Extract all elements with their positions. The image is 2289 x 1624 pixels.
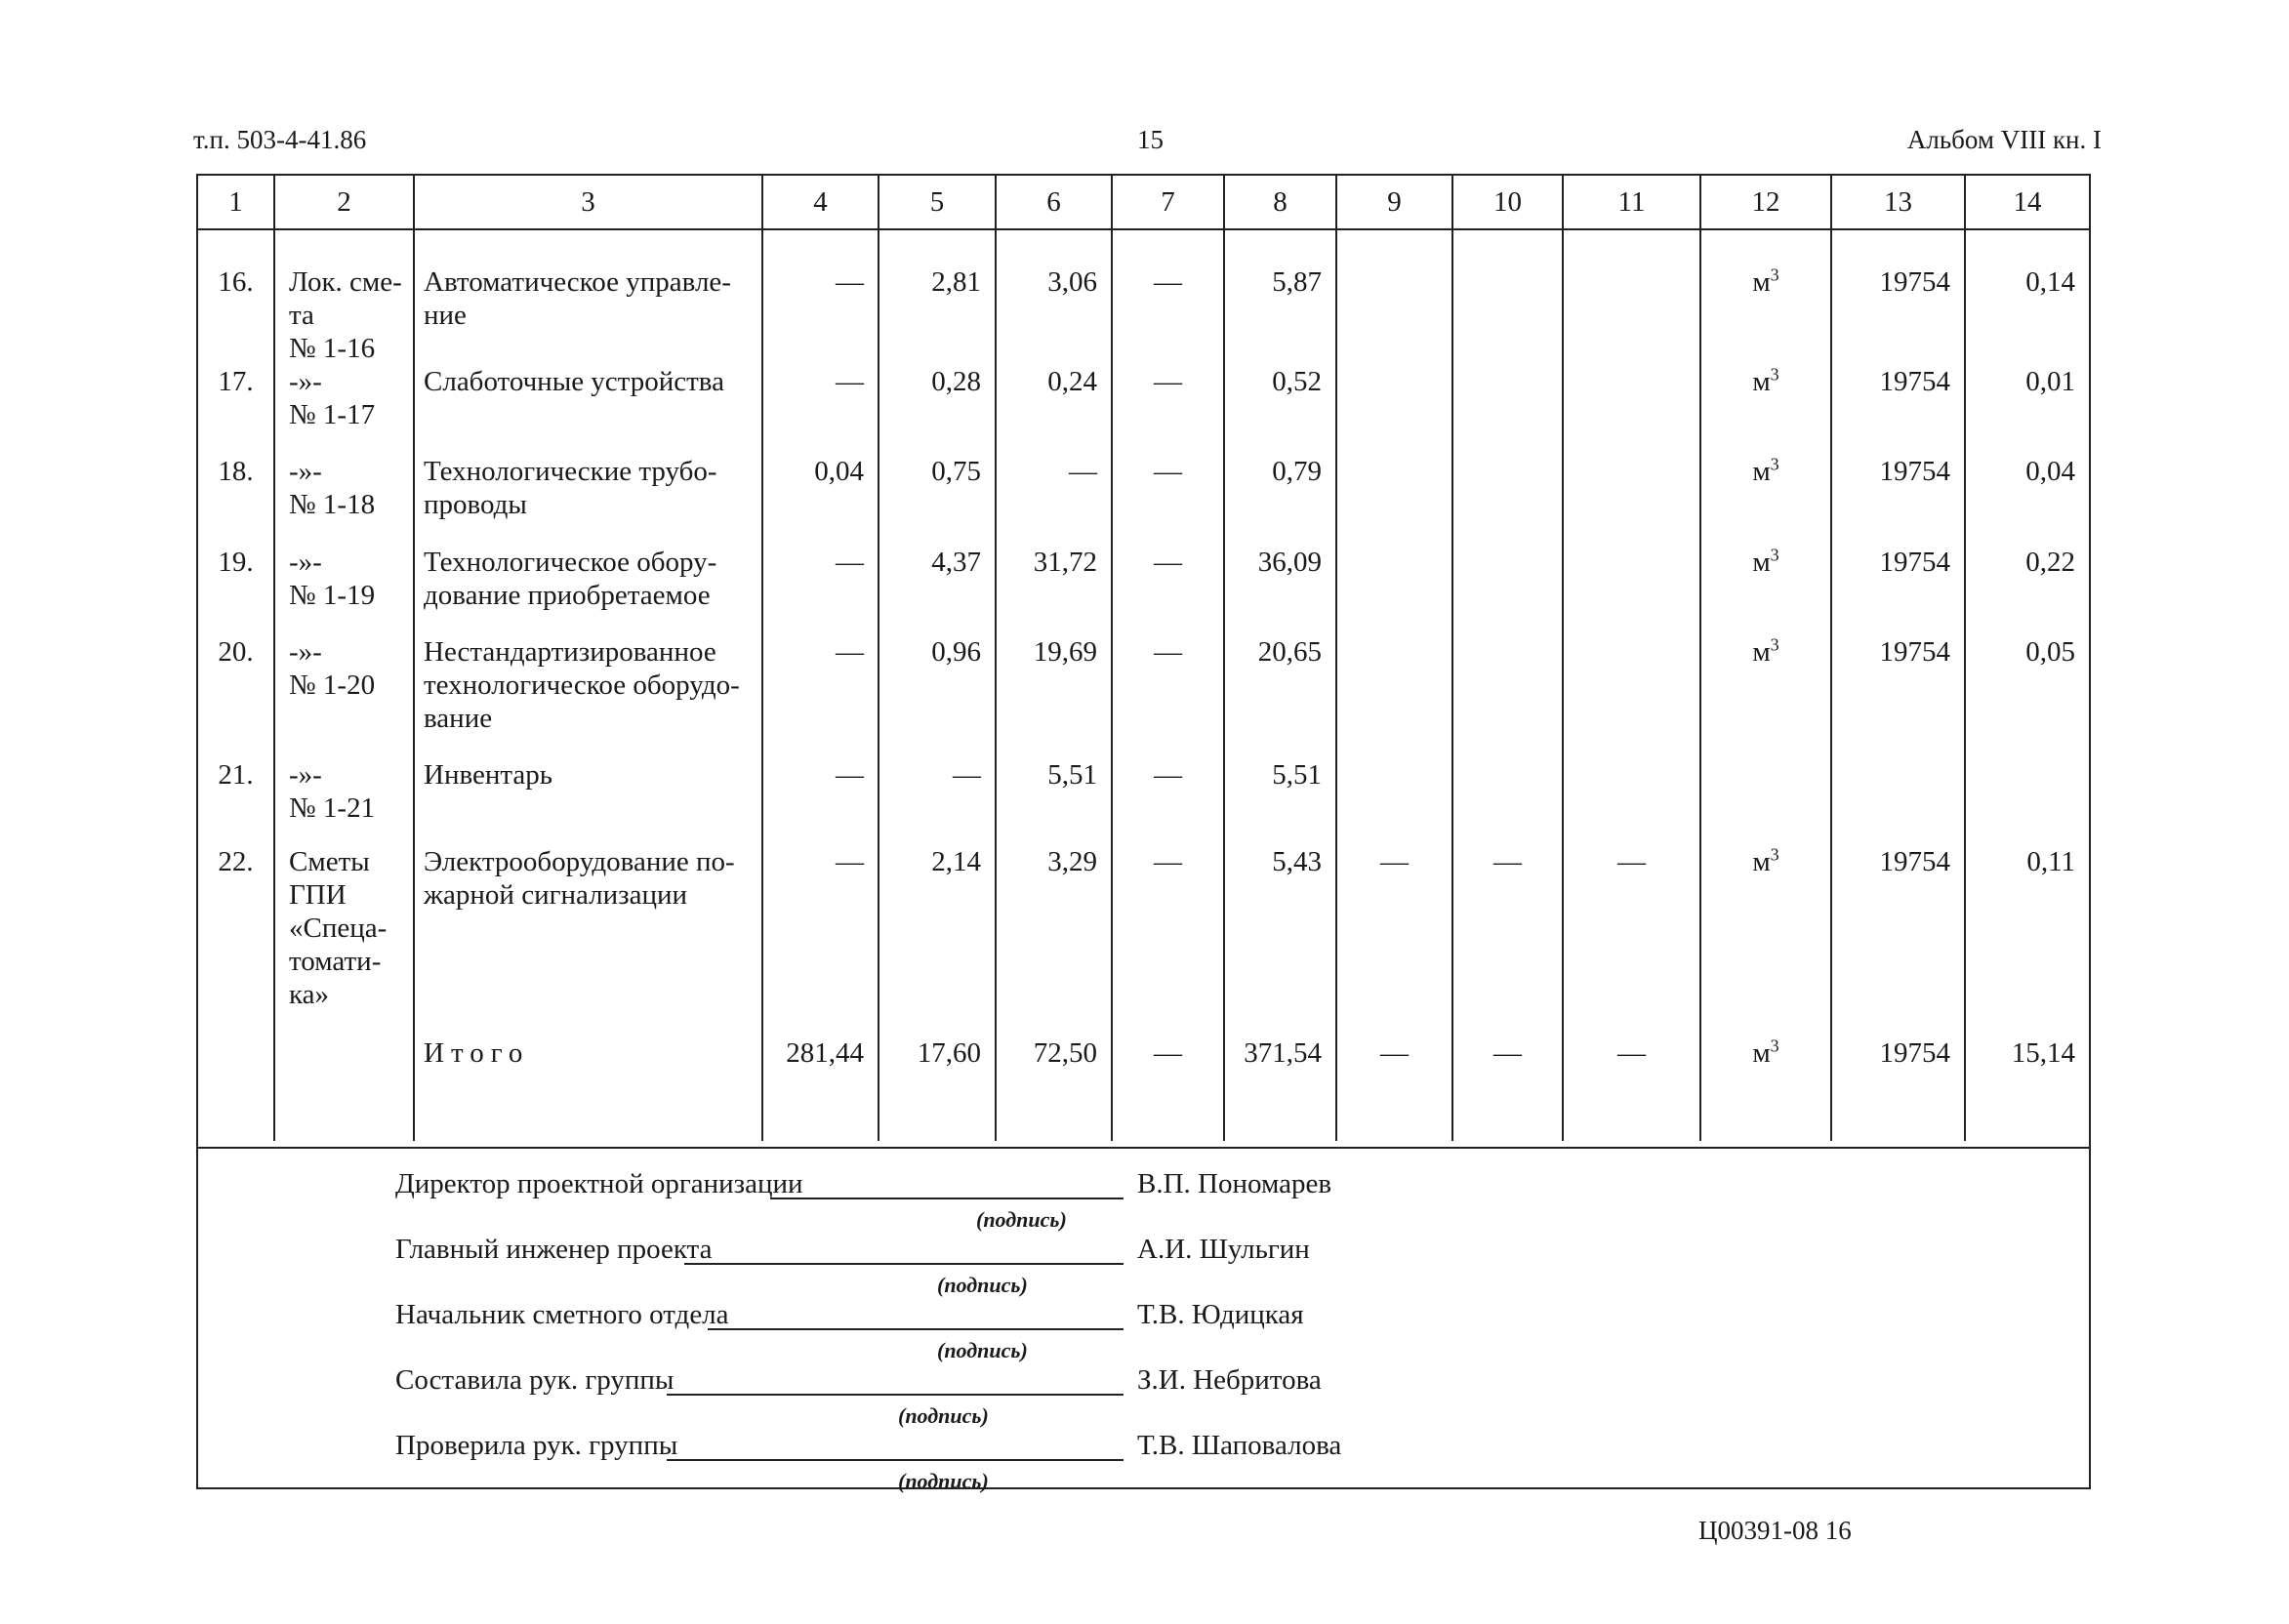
value-cell [1336,365,1452,455]
unit-exponent: 3 [1770,545,1779,565]
work-name-cell: Технологическое обору- дование приобретаемое [414,546,762,635]
value-cell: — [762,229,879,365]
value-cell [1563,635,1700,758]
value-cell [1452,635,1563,758]
unit-cell [1700,365,1831,455]
value-cell: — [879,758,996,845]
table-row [198,365,2089,455]
signer-name: А.И. Шульгин [1137,1234,1310,1265]
column-header: 2 [274,176,414,229]
row-number-cell: 21. [198,758,274,845]
row-number-cell: 22. [198,845,274,1036]
archive-code: Ц00391-08 16 [1698,1516,1852,1545]
value-cell: 371,54 [1224,1036,1336,1141]
value-cell: — [1563,1036,1700,1141]
row-number-cell [198,1036,274,1141]
unit-cell [1700,758,1831,845]
signature-caption: (подпись) [937,1338,1028,1362]
work-name-cell: Итого [414,1036,762,1141]
estimate-ref-cell: -»- № 1-17 [274,365,414,455]
value-cell: 0,28 [879,365,996,455]
signature-line [667,1430,1124,1461]
value-cell: 0,75 [879,455,996,546]
value-cell: 0,04 [762,455,879,546]
work-name-cell: Технологические трубо- проводы [414,455,762,546]
work-name-cell: Электрооборудование по- жарной сигнализации [414,845,762,1036]
unit-text: м [1752,366,1771,397]
value-cell: — [1336,1036,1452,1141]
column-header: 7 [1112,176,1224,229]
value-cell: 2,81 [879,229,996,365]
column-header: 10 [1452,176,1563,229]
value-cell: — [1112,546,1224,635]
value-cell: 0,05 [2025,636,2075,668]
unit-cell [1700,229,1831,365]
value-cell: 0,24 [996,365,1112,455]
value-cell: — [762,758,879,845]
signer-name: В.П. Пономарев [1137,1168,1332,1199]
work-name-cell: Автоматическое управле- ние [414,229,762,365]
unit-cell [1700,455,1831,546]
unit-text: м [1752,456,1771,487]
value-cell: 5,51 [996,758,1112,845]
column-header: 11 [1563,176,1700,229]
value-cell: 2,14 [879,845,996,1036]
value-cell: 0,79 [1224,455,1336,546]
value-cell: — [1452,1036,1563,1141]
unit-text: м [1752,266,1771,298]
unit-cell [1700,1036,1831,1141]
unit-exponent: 3 [1770,454,1779,474]
value-cell: 19754 [1831,455,1965,546]
album-label: Альбом VIII кн. I [1906,125,2102,154]
column-header: 4 [762,176,879,229]
value-cell: 0,96 [879,635,996,758]
signer-name: Т.В. Юдицкая [1137,1299,1304,1330]
signature-block [198,1147,2089,1493]
signature-line [770,1168,1124,1199]
column-header: 9 [1336,176,1452,229]
unit-cell [1700,635,1831,758]
unit-exponent: 3 [1770,364,1779,385]
column-header: 3 [414,176,762,229]
estimate-ref-cell: Сметы ГПИ «Спеца- томати- ка» [274,845,414,1036]
row-number-cell: 20. [198,635,274,758]
value-cell [1563,229,1700,365]
value-cell: 72,50 [996,1036,1112,1141]
document-code: т.п. 503-4-41.86 [193,125,367,154]
unit-text: м [1752,547,1771,578]
value-cell [1563,546,1700,635]
signer-role: Главный инженер проекта [395,1234,713,1265]
table-row [198,1036,2089,1141]
unit-exponent: 3 [1770,634,1779,655]
row-number-cell: 16. [198,229,274,365]
value-cell: 19,69 [996,635,1112,758]
signer-role: Проверила рук. группы [395,1430,678,1461]
table-row [198,546,2089,635]
table-row [198,758,2089,845]
value-cell [1336,455,1452,546]
value-cell [1336,546,1452,635]
value-cell: 20,65 [1224,635,1336,758]
column-header: 14 [1965,176,2089,229]
signature-caption: (подпись) [898,1469,989,1493]
value-cell: 0,11 [2026,846,2075,877]
value-cell [1336,758,1452,845]
value-cell [1452,229,1563,365]
value-cell: — [996,455,1112,546]
value-cell: 3,06 [996,229,1112,365]
value-cell: 17,60 [879,1036,996,1141]
signer-role: Директор проектной организации [395,1168,803,1199]
value-cell [1452,365,1563,455]
value-cell: — [1112,455,1224,546]
value-cell: 3,29 [996,845,1112,1036]
signature-caption: (подпись) [898,1403,989,1428]
signature-line [684,1234,1124,1265]
column-header: 5 [879,176,996,229]
value-cell: — [1112,229,1224,365]
estimate-ref-cell [274,1036,414,1141]
estimate-sheet [196,174,2091,1493]
row-number-cell: 17. [198,365,274,455]
unit-exponent: 3 [1770,264,1779,285]
value-cell [1563,758,1700,845]
signature-line [708,1299,1124,1330]
table-row [198,229,2089,365]
value-cell: 19754 [1831,635,1965,758]
signature-caption: (подпись) [937,1273,1028,1297]
value-cell [1563,455,1700,546]
unit-text: м [1752,846,1771,877]
unit-exponent: 3 [1770,844,1779,865]
unit-text: м [1752,1037,1771,1069]
unit-exponent: 3 [1770,1035,1779,1056]
value-cell [1336,229,1452,365]
unit-cell [1700,546,1831,635]
signature-caption: (подпись) [976,1207,1067,1232]
value-cell: — [1112,365,1224,455]
value-cell: 36,09 [1224,546,1336,635]
value-cell: — [1112,1036,1224,1141]
value-cell: — [1112,758,1224,845]
row-number-cell: 18. [198,455,274,546]
estimate-ref-cell: -»- № 1-21 [274,758,414,845]
value-cell: 4,37 [879,546,996,635]
value-cell [1965,758,2089,845]
table-row [198,455,2089,546]
value-cell: 19754 [1831,229,1965,365]
value-cell: 281,44 [762,1036,879,1141]
value-cell: 0,22 [2025,547,2075,578]
signer-role: Составила рук. группы [395,1364,674,1396]
value-cell: 0,14 [2025,266,2075,298]
page-number: 15 [1137,125,1164,154]
column-header: 12 [1700,176,1831,229]
estimate-table [198,176,2089,1141]
value-cell: — [1112,635,1224,758]
estimate-ref-cell: -»- № 1-20 [274,635,414,758]
value-cell: — [1112,845,1224,1036]
value-cell [1831,758,1965,845]
signer-name: Т.В. Шаповалова [1137,1430,1342,1461]
value-cell: — [1336,845,1452,1036]
column-number-row [198,176,2089,229]
value-cell [1563,365,1700,455]
value-cell: — [762,546,879,635]
estimate-ref-cell: -»- № 1-18 [274,455,414,546]
value-cell: 15,14 [2011,1037,2075,1069]
signer-role: Начальник сметного отдела [395,1299,729,1330]
value-cell: — [762,845,879,1036]
value-cell: 5,43 [1224,845,1336,1036]
value-cell: 0,52 [1224,365,1336,455]
table-row [198,635,2089,758]
work-name-cell: Инвентарь [414,758,762,845]
value-cell: 19754 [1831,546,1965,635]
value-cell [1452,546,1563,635]
value-cell: — [1452,845,1563,1036]
column-header: 8 [1224,176,1336,229]
value-cell: — [762,635,879,758]
value-cell: 5,87 [1224,229,1336,365]
value-cell [1452,455,1563,546]
column-header: 6 [996,176,1112,229]
unit-cell [1700,845,1831,1036]
value-cell: 19754 [1831,845,1965,1036]
work-name-cell: Слаботочные устройства [414,365,762,455]
work-name-cell: Нестандартизированное технологическое оборудо- вание [414,635,762,758]
estimate-ref-cell: Лок. сме- та № 1-16 [274,229,414,365]
value-cell: 31,72 [996,546,1112,635]
signature-line [667,1364,1124,1396]
value-cell: 5,51 [1224,758,1336,845]
row-number-cell: 19. [198,546,274,635]
estimate-ref-cell: -»- № 1-19 [274,546,414,635]
value-cell: 0,04 [2025,456,2075,487]
value-cell [1452,758,1563,845]
value-cell: — [1563,845,1700,1036]
unit-text: м [1752,636,1771,668]
column-header: 1 [198,176,274,229]
column-header: 13 [1831,176,1965,229]
value-cell: 0,01 [2025,366,2075,397]
table-row [198,845,2089,1036]
value-cell [1336,635,1452,758]
signer-name: З.И. Небритова [1137,1364,1322,1396]
value-cell: 19754 [1831,1036,1965,1141]
value-cell: 19754 [1831,365,1965,455]
value-cell: — [762,365,879,455]
